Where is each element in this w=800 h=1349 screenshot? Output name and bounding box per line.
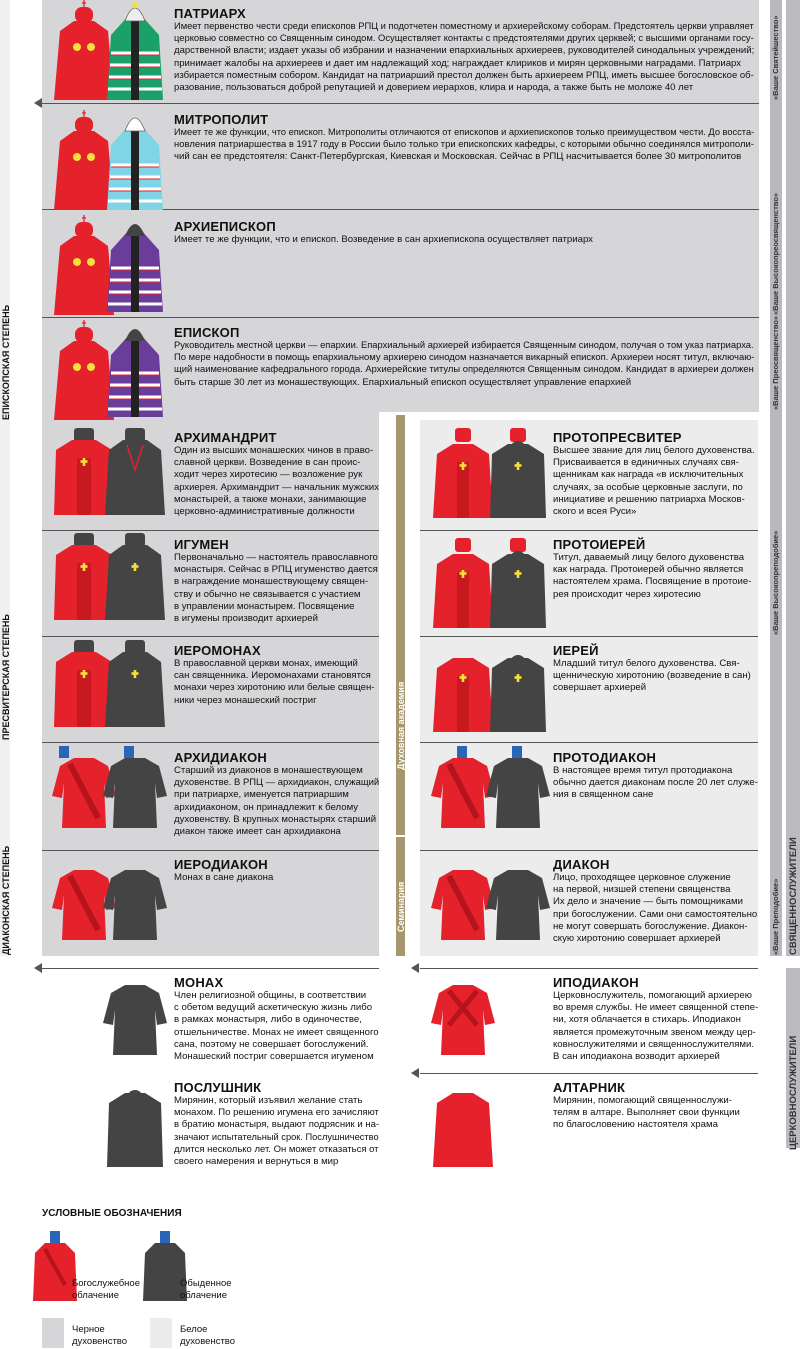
rank-desc-line: церковно-административные должности xyxy=(174,506,355,517)
rank-desc-line: настоятелем храма. Посвящение в протоие- xyxy=(553,576,752,588)
rank-desc-line: Монах в сане диакона xyxy=(174,872,274,883)
rank-desc-line: дарственной власти; издает указы об избрании и назначении епархиальных архиереев, руководителей синодальных учреждений; xyxy=(174,45,755,57)
rank-desc-line: монахом. По решению игумена его зачисляют xyxy=(174,1107,379,1119)
novice-figure xyxy=(107,1090,163,1167)
rank-desc-line: щенническую хиротонию (возведение в сан) xyxy=(553,670,751,682)
rank-desc-line: на первой, низшей степени священства xyxy=(553,884,731,896)
rank-desc-line: при патриархе, именуется патриаршим xyxy=(174,789,349,801)
rank-desc-line: архиерея. Архимандрит — начальник мужских xyxy=(174,481,379,493)
rank-title-protodeacon: ПРОТОДИАКОН xyxy=(553,750,657,765)
rank-desc-line: скую хиротонию совершает архиерей xyxy=(553,933,721,944)
rank-desc-line: Руководитель местной церкви — епархии. Епархиальный архиерей избирается Священным синодом, получая о том указ патриарха. xyxy=(174,340,754,351)
rank-title-hierodeacon: ИЕРОДИАКОН xyxy=(174,857,268,872)
rank-desc-line: новления патриаршества в 1917 году в России было только три епископских кафедры, с которыми обычно соединялся митрополи- xyxy=(174,139,754,151)
reverend-high-label: «Ваше Высокопреподобие» xyxy=(771,530,780,635)
rank-desc-line: славной церкви. Возведение в сан проис- xyxy=(174,457,361,469)
rank-desc-line: ния в священном сане xyxy=(553,789,654,801)
rank-desc-line: Младший титул белого духовенства. Свя- xyxy=(553,658,740,669)
archpriest-liturgical-figure xyxy=(433,538,493,628)
rank-desc-line: диакон также имеет сан архидиакона xyxy=(174,826,341,837)
rank-desc-line: щенникам как награда «в исключительных xyxy=(553,469,744,481)
rank-desc-line: в управлении монастырем. Посвящение xyxy=(174,600,355,612)
presbyter-degree-label: ПРЕСВИТЕРСКАЯ СТЕПЕНЬ xyxy=(1,614,11,740)
rank-desc-line: быть старше 30 лет из монашествующих. Епархиальный епископ осуществляет управление епархией xyxy=(174,376,632,388)
rank-desc-line: Имеет те же функции, что епископ. Митрополиты отличаются от епископов и архиепископов только преимуществом чести. До восста- xyxy=(174,127,755,138)
rank-title-archimandrite: АРХИМАНДРИТ xyxy=(174,430,277,445)
rank-desc-line: По мере надобности в помощь епархиальному архиерею синодом назначается викарный епископ. Архиереи носят титул, включаю- xyxy=(174,352,755,364)
altar-server-figure xyxy=(433,1093,493,1167)
protodeacon-everyday-figure xyxy=(486,758,550,828)
rank-desc-line: Титул, даваемый лицу белого духовенства xyxy=(553,552,745,563)
monk-figure xyxy=(103,985,167,1055)
reverend-label: «Ваше Преподобие» xyxy=(771,878,780,955)
rank-title-archbishop: АРХИЕПИСКОП xyxy=(174,219,276,234)
rank-desc-line: В настоящее время титул протодиакона xyxy=(553,765,733,776)
rank-title-novice: ПОСЛУШНИК xyxy=(174,1080,262,1095)
rank-desc-line: В сан иподиакона возводит архиерей xyxy=(553,1051,720,1062)
metropolitan-liturgical-figure xyxy=(54,110,114,210)
archdeacon-hat xyxy=(59,746,69,758)
rank-desc-line: В православной церкви монах, имеющий xyxy=(174,658,358,669)
protopresbyter-liturgical-figure xyxy=(433,428,493,518)
subdeacon-figure xyxy=(431,985,495,1055)
rank-desc-line: Старший из диаконов в монашествующем xyxy=(174,765,363,776)
rank-desc-line: не могут совершать богослужение. Диакон- xyxy=(553,920,748,932)
hegumen-everyday-figure xyxy=(105,533,165,620)
archbishop-liturgical-figure xyxy=(54,215,114,315)
rank-desc-line: Мирянин, помогающий священнослужи- xyxy=(553,1095,732,1106)
rank-desc-line: монастырей, а также монахи, занимающие xyxy=(174,493,367,505)
patriarch-mantle-figure xyxy=(107,2,163,100)
rank-desc-line: отшельничестве. Монах не имеет священного xyxy=(174,1026,379,1038)
archimandrite-everyday-figure xyxy=(105,428,165,515)
rank-desc-line: как награда. Протоиерей обычно является xyxy=(553,564,744,576)
rank-title-monk: МОНАХ xyxy=(174,975,224,990)
legend-liturgical-label: Богослужебное облачение xyxy=(72,1278,140,1301)
archdeacon-everyday-figure xyxy=(103,758,167,828)
deacon-everyday-figure xyxy=(486,870,550,940)
rank-title-deacon: ДИАКОН xyxy=(553,857,610,872)
seminary-label: Семинария xyxy=(396,881,406,932)
rank-desc-line: избирается поместным собором. Кандидат на патриарший престол должен быть архиереем РПЦ, иметь высшее богословское об- xyxy=(174,69,754,81)
rank-desc-line: с обетом ведущий аскетическую жизнь либо xyxy=(174,1002,373,1014)
rank-title-archpriest: ПРОТОИЕРЕЙ xyxy=(553,537,646,552)
bishop-mantle-figure xyxy=(107,329,163,417)
rank-title-hieromonk: ИЕРОМОНАХ xyxy=(174,643,261,658)
rank-desc-line: чий сан ее предстоятеля: Санкт-Петербургская, Киевская и Московская. Сейчас в РПЦ насчитывается более 30 митрополитов xyxy=(174,151,742,163)
archbishop-mantle-figure xyxy=(107,224,163,312)
rank-title-subdeacon: ИПОДИАКОН xyxy=(553,975,639,990)
churchmen-label: ЦЕРКОВНОСЛУЖИТЕЛИ xyxy=(788,1035,799,1150)
rank-title-hegumen: ИГУМЕН xyxy=(174,537,229,552)
rank-desc-line: при богослужении. Сами они самостоятельно xyxy=(553,908,758,920)
rank-desc-line: Член религиозной общины, в соответствии xyxy=(174,990,367,1001)
rank-desc-line: совершает архиерей xyxy=(553,682,647,694)
rank-desc-line: церковью совместно со Священным синодом. Осуществляет контакты с предстоятелями других церквей; с высшими органами госу- xyxy=(174,33,754,45)
legend-black-swatch xyxy=(42,1318,64,1348)
rank-desc-line: случаях, за особые церковные заслуги, по xyxy=(553,481,743,493)
rank-desc-line: Высшее звание для лиц белого духовенства. xyxy=(553,445,755,456)
rank-desc-line: Один из высших монашеских чинов в право- xyxy=(174,445,374,456)
rank-desc-line: ники через монашеский постриг xyxy=(174,694,317,706)
metropolitan-mantle-figure xyxy=(107,118,163,210)
deacon-liturgical-figure xyxy=(431,870,495,940)
rank-desc-line: значают испытательный срок. Послушничество xyxy=(174,1131,379,1143)
legend-liturgical-figure xyxy=(33,1231,77,1301)
legend-black-label: Черное духовенство xyxy=(72,1324,128,1347)
rank-title-priest: ИЕРЕЙ xyxy=(553,643,599,658)
hegumen-liturgical-figure xyxy=(54,533,114,620)
rank-desc-line: Имеет первенство чести среди епископов РПЦ и подотчетен поместному и архиерейскому соборам. Предстоятель церкви управляет xyxy=(174,21,754,32)
rank-desc-line: сан священника. Иеромонахами становятся xyxy=(174,670,371,682)
legend-white-label: Белое духовенство xyxy=(180,1324,236,1347)
priest-liturgical-figure xyxy=(433,658,493,732)
rank-desc-line: духовенству. В крупных монастырях старший xyxy=(174,813,377,825)
rank-desc-line: телям в алтаре. Выполняет свои функции xyxy=(553,1107,740,1119)
rank-desc-line: Лицо, проходящее церковное служение xyxy=(553,872,731,883)
academy-label: Духовная академия xyxy=(396,681,406,770)
rank-desc-line: Их дело и значение — быть помощниками xyxy=(553,896,743,908)
rank-desc-line: Присваивается в единичных случаях свя- xyxy=(553,457,739,469)
hieromonk-liturgical-figure xyxy=(54,640,114,727)
holiness-label: «Ваше Святейшество» xyxy=(771,15,780,100)
rank-desc-line: сана, поэтому не совершает богослужений. xyxy=(174,1038,369,1050)
rank-desc-line: ходит через хиротесию — возложение рук xyxy=(174,469,363,481)
hieromonk-everyday-figure xyxy=(105,640,165,727)
rank-desc-line: ству и обычно не связывается с участием xyxy=(174,588,361,600)
rank-desc-line: щий наименование кафедрального города. Архиерейские титулы определяются Священным синодом. Кандидат в архиереи должен xyxy=(174,364,754,376)
rank-desc-line: является промежуточным звеном между цер- xyxy=(553,1026,756,1038)
bishop-liturgical-figure xyxy=(54,320,114,420)
excellency-label: «Ваше Преосвященство» xyxy=(771,315,780,410)
rank-title-bishop: ЕПИСКОП xyxy=(174,325,240,340)
archimandrite-liturgical-figure xyxy=(54,428,114,515)
rank-desc-line: во время службы. Не имеет священной степе- xyxy=(553,1002,759,1014)
legend-white-swatch xyxy=(150,1318,172,1348)
rank-desc-line: Мирянин, который изъявил желание стать xyxy=(174,1095,363,1106)
rank-desc-line: рея происходит через хиротесию xyxy=(553,588,701,600)
rank-desc-line: длится несколько лет. Он может отказаться от xyxy=(174,1143,379,1155)
rank-desc-line: Имеет те же функции, что и епископ. Возведение в сан архиепископа осуществляет патриарх xyxy=(174,234,593,245)
rank-desc-line: инициативе и решению патриарха Москов- xyxy=(553,493,745,505)
rank-desc-line: по благословению настоятеля храма xyxy=(553,1119,718,1131)
clergy-label: СВЯЩЕННОСЛУЖИТЕЛИ xyxy=(788,837,799,955)
protodeacon-hat-2 xyxy=(512,746,522,758)
archdeacon-hat-2 xyxy=(124,746,134,758)
protodeacon-liturgical-figure xyxy=(431,758,495,828)
legend-everyday-label: Обыденное облачение xyxy=(180,1278,232,1301)
protopresbyter-everyday-figure xyxy=(490,428,546,518)
archpriest-everyday-figure xyxy=(490,538,546,628)
protodeacon-hat xyxy=(457,746,467,758)
rank-desc-line: Монашеский постриг совершается игуменом xyxy=(174,1051,374,1062)
rank-desc-line: духовенстве. В РПЦ — архидиакон, служащий xyxy=(174,777,380,789)
rank-desc-line: своего намерения и вернуться в мир xyxy=(174,1156,339,1167)
eminence-label: «Ваше Высокопреосвященство» xyxy=(771,192,780,315)
rank-desc-line: монахи через хиротонию или белые священ- xyxy=(174,682,375,694)
rank-title-metropolitan: МИТРОПОЛИТ xyxy=(174,112,269,127)
legend-title: УСЛОВНЫЕ ОБОЗНАЧЕНИЯ xyxy=(42,1208,182,1219)
rank-desc-line: ского и всея Руси» xyxy=(553,506,637,517)
diaconal-degree-label: ДИАКОНСКАЯ СТЕПЕНЬ xyxy=(1,845,11,955)
rank-desc-line: ни, хотя облачается в стихарь. Иподиакон xyxy=(553,1014,741,1026)
patriarch-liturgical-figure xyxy=(54,0,114,100)
rank-desc-line: в награждение монашествующему священ- xyxy=(174,576,369,588)
episcopal-degree-label: ЕПИСКОПСКАЯ СТЕПЕНЬ xyxy=(1,304,11,420)
rank-desc-line: Церковнослужитель, помогающий архиерею xyxy=(553,990,752,1001)
rank-desc-line: в игумены производит архиерей xyxy=(174,613,318,624)
rank-title-archdeacon: АРХИДИАКОН xyxy=(174,750,268,765)
rank-desc-line: в рамках монастыря, либо в одиночестве, xyxy=(174,1014,362,1026)
rank-title-protopresbyter: ПРОТОПРЕСВИТЕР xyxy=(553,430,682,445)
rank-title-patriarch: ПАТРИАРХ xyxy=(174,6,246,21)
hierodeacon-everyday-figure xyxy=(103,870,167,940)
rank-desc-line: принимает жалобы на архиереев и дает им надлежащий ход; награждает клириков и мирян церковными наградами. Патриарх xyxy=(174,57,742,69)
rank-desc-line: в братию монастыря, выдают подрясник и на- xyxy=(174,1119,380,1131)
rank-desc-line: Первоначально — настоятель православного xyxy=(174,552,378,563)
rank-desc-line: обычно дается диаконам после 20 лет служе- xyxy=(553,777,758,789)
rank-title-altar-server: АЛТАРНИК xyxy=(553,1080,626,1095)
rank-desc-line: разование, пользоваться доброй репутацией и доверием иерархов, клира и народа, а также быть не моложе 40 лет xyxy=(174,82,694,93)
rank-desc-line: ковнослужителями и священнослужителями. xyxy=(553,1038,755,1050)
rank-desc-line: архидиаконом, он принадлежит к белому xyxy=(174,801,359,813)
priest-everyday-figure xyxy=(490,655,546,732)
rank-desc-line: монастыря. Сейчас в РПЦ игуменство дается xyxy=(174,564,378,576)
